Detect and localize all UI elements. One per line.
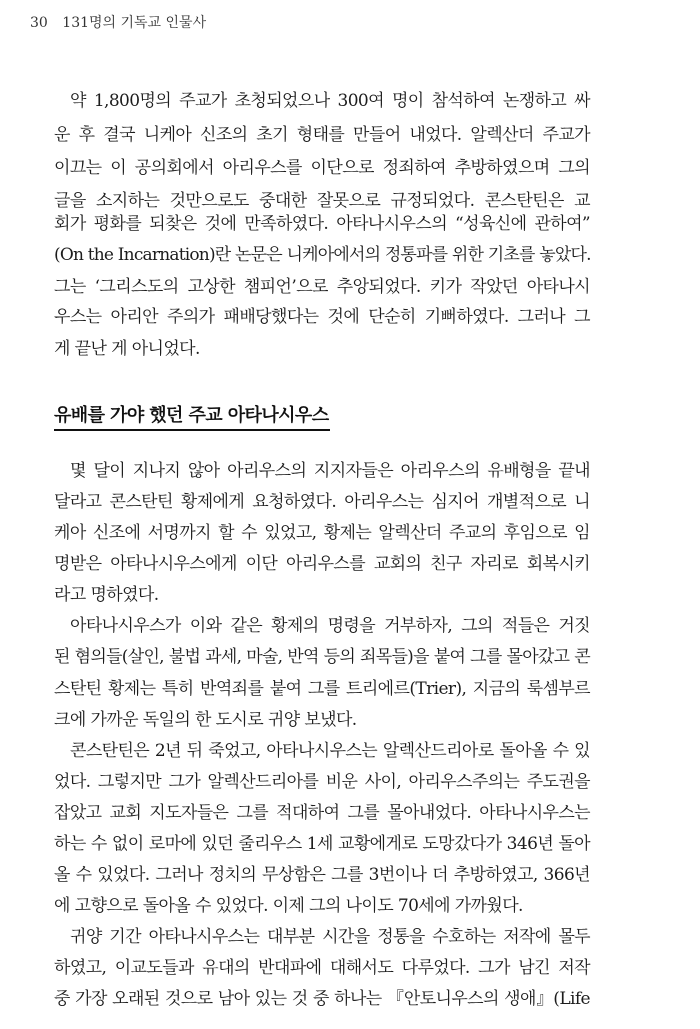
heading-underline bbox=[54, 429, 330, 431]
paragraph-4-line: 올 수 있었다. 그러나 정치의 무상함은 그를 3번이나 더 추방하였고, 366년 bbox=[54, 865, 590, 885]
paragraph-2-line: 라고 명하였다. bbox=[54, 585, 159, 605]
page-number: 30 bbox=[30, 15, 48, 31]
paragraph-4-line: 하는 수 없이 로마에 있던 줄리우스 1세 교황에게로 도망갔다가 346년 돌아 bbox=[54, 834, 590, 854]
paragraph-1-line: (On the Incarnation)란 논문은 니케아에서의 정통파를 위한 기초를 놓았다. bbox=[54, 245, 591, 265]
paragraph-1-line: 우스는 아리안 주의가 패배당했다는 것에 단순히 기뻐하였다. 그러나 그 bbox=[54, 307, 590, 327]
section-heading: 유배를 가야 했던 주교 아타나시우스 bbox=[54, 405, 329, 426]
paragraph-5-line: 귀양 기간 아타나시우스는 대부분 시간을 정통을 수호하는 저작에 몰두 bbox=[70, 927, 590, 947]
paragraph-2-line: 몇 달이 지나지 않아 아리우스의 지지자들은 아리우스의 유배형을 끝내 bbox=[70, 461, 590, 481]
paragraph-3-line: 된 혐의들(살인, 불법 과세, 마술, 반역 등의 죄목들)을 붙여 그를 몰아갔고 콘 bbox=[54, 647, 590, 667]
paragraph-1-line: 게 끝난 게 아니었다. bbox=[54, 339, 200, 359]
paragraph-2-line: 달라고 콘스탄틴 황제에게 요청하였다. 아리우스는 심지어 개별적으로 니 bbox=[54, 492, 590, 512]
paragraph-3-line: 크에 가까운 독일의 한 도시로 귀양 보냈다. bbox=[54, 710, 357, 730]
paragraph-1-line: 약 1,800명의 주교가 초청되었으나 300여 명이 참석하여 논쟁하고 싸 bbox=[70, 91, 590, 111]
paragraph-1-line: 글을 소지하는 것만으로도 중대한 잘못으로 규정되었다. 콘스탄틴은 교 bbox=[54, 191, 590, 211]
paragraph-5-line: 하였고, 이교도들과 유대의 반대파에 대해서도 다루었다. 그가 남긴 저작 bbox=[54, 958, 590, 978]
paragraph-4-line: 잡았고 교회 지도자들은 그를 적대하여 그를 몰아내었다. 아타나시우스는 bbox=[54, 803, 590, 823]
paragraph-1-line: 운 후 결국 니케아 신조의 초기 형태를 만들어 내었다. 알렉산더 주교가 bbox=[54, 125, 590, 145]
paragraph-3-line: 스탄틴 황제는 특히 반역죄를 붙여 그를 트리에르(Trier), 지금의 룩셈부르 bbox=[54, 679, 590, 699]
paragraph-1-line: 회가 평화를 되찾은 것에 만족하였다. 아타나시우스의 “성육신에 관하여” bbox=[54, 214, 590, 234]
paragraph-4-line: 에 고향으로 돌아올 수 있었다. 이제 그의 나이도 70세에 가까웠다. bbox=[54, 896, 523, 916]
paragraph-5-line: 중 가장 오래된 것으로 남아 있는 것 중 하나는 『안토니우스의 생애』(Life bbox=[54, 989, 590, 1009]
running-header bbox=[30, 12, 206, 32]
paragraph-4-line: 었다. 그렇지만 그가 알렉산드리아를 비운 사이, 아리우스주의는 주도권을 bbox=[54, 772, 590, 792]
paragraph-2-line: 케아 신조에 서명까지 할 수 있었고, 황제는 알렉산더 주교의 후임으로 임 bbox=[54, 523, 590, 543]
paragraph-1-line: 그는 ‘그리스도의 고상한 챔피언’으로 추앙되었다. 키가 작았던 아타나시 bbox=[54, 277, 590, 297]
paragraph-1-line: 이끄는 이 공의회에서 아리우스를 이단으로 정죄하여 추방하였으며 그의 bbox=[54, 158, 590, 178]
paragraph-4-line: 콘스탄틴은 2년 뒤 죽었고, 아타나시우스는 알렉산드리아로 돌아올 수 있 bbox=[70, 741, 590, 761]
paragraph-2-line: 명받은 아타나시우스에게 이단 아리우스를 교회의 친구 자리로 회복시키 bbox=[54, 554, 590, 574]
paragraph-3-line: 아타나시우스가 이와 같은 황제의 명령을 거부하자, 그의 적들은 거짓 bbox=[70, 616, 590, 636]
book-title: 131명의 기독교 인물사 bbox=[62, 15, 207, 31]
